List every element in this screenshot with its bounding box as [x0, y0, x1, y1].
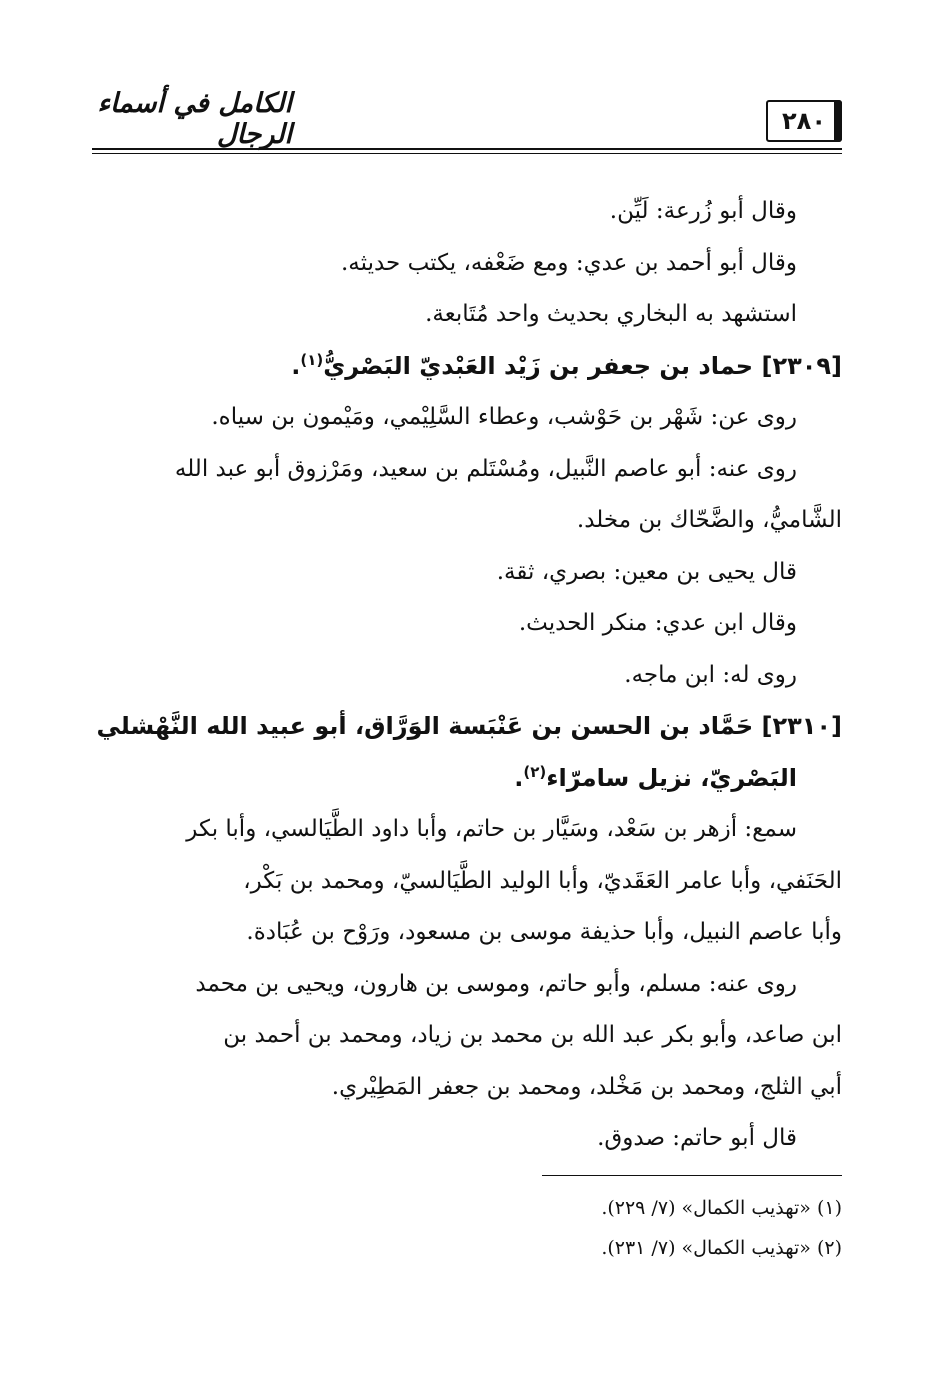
book-title: الكامل في أسماء الرجال: [97, 88, 292, 150]
footnote-mark: (١): [300, 350, 324, 369]
text-line: أبي الثلج، ومحمد بن مَخْلد، ومحمد بن جعفر المَطِيْري.: [331, 1073, 842, 1100]
header-rule-thin: [92, 153, 842, 154]
text-line: وقال ابن عدي: منكر الحديث.: [518, 610, 797, 636]
text-line: ابن صاعد، وأبو بكر عبد الله بن محمد بن زياد، ومحمد بن أحمد بن: [223, 1022, 842, 1048]
page-number-text: ٢٨٠: [782, 107, 826, 135]
text-line: وقال أبو أحمد بن عدي: ومع ضَعْفه، يكتب حديثه.: [340, 249, 797, 276]
entry-heading-2309: [92, 341, 842, 393]
text-line: استشهد به البخاري بحديث واحد مُتَابعة.: [425, 301, 797, 327]
text-line: وقال أبو زُرعة: لَيِّن.: [609, 198, 797, 224]
text-line: الشَّاميُّ، والضَّحّاك بن مخلد.: [576, 507, 842, 533]
footnote-1: (١) «تهذيب الكمال» (٧/ ٢٢٩).: [601, 1197, 842, 1219]
text-line: قال يحيى بن معين: بصري، ثقة.: [496, 558, 797, 585]
text-line: روى عنه: مسلم، وأبو حاتم، وموسى بن هارون، ويحيى بن محمد: [195, 970, 797, 997]
entry-heading-2310-cont: [92, 753, 842, 805]
text-line: روى له: ابن ماجه.: [624, 661, 797, 688]
footnotes: [92, 1188, 842, 1268]
footnote-mark: (٢): [523, 762, 547, 781]
main-text: [92, 186, 842, 1165]
text-line: قال أبو حاتم: صدوق.: [597, 1125, 797, 1151]
page-header: [92, 88, 842, 152]
page-number: [766, 100, 842, 142]
footnote-divider: [542, 1175, 842, 1176]
entry-heading-tail: .: [291, 351, 301, 380]
text-line: سمع: أزهر بن سَعْد، وسَيَّار بن حاتم، وأبا داود الطَّيَالسي، وأبا بكر: [186, 816, 797, 842]
text-line: الحَنَفي، وأبا عامر العَقَديّ، وأبا الوليد الطَّيَالسيّ، ومحمد بن بَكْر،: [243, 867, 842, 894]
text-line: روى عنه: أبو عاصم النَّبيل، ومُسْتَلم بن سعيد، ومَرْزوق أبو عبد الله: [174, 455, 797, 482]
entry-heading-2310: [٢٣١٠] حَمَّاد بن الحسن بن عَنْبَسة الوَرَّاق، أبو عبيد الله النَّهْشلي: [96, 712, 842, 740]
footnote-2: (٢) «تهذيب الكمال» (٧/ ٢٣١).: [601, 1237, 842, 1259]
entry-heading-text: البَصْريّ، نزيل سامرّاء: [546, 763, 797, 792]
text-line: وأبا عاصم النبيل، وأبا حذيفة موسى بن مسعود، ورَوْح بن عُبَادة.: [246, 919, 842, 945]
entry-heading-text: [٢٣٠٩] حماد بن جعفر بن زَيْد العَبْديّ البَصْريُّ: [323, 351, 842, 380]
text-line: روى عن: شَهْر بن حَوْشب، وعطاء السَّلِيْمي، ومَيْمون بن سياه.: [211, 404, 797, 430]
entry-heading-tail: .: [514, 763, 524, 792]
header-rule: [92, 148, 842, 150]
